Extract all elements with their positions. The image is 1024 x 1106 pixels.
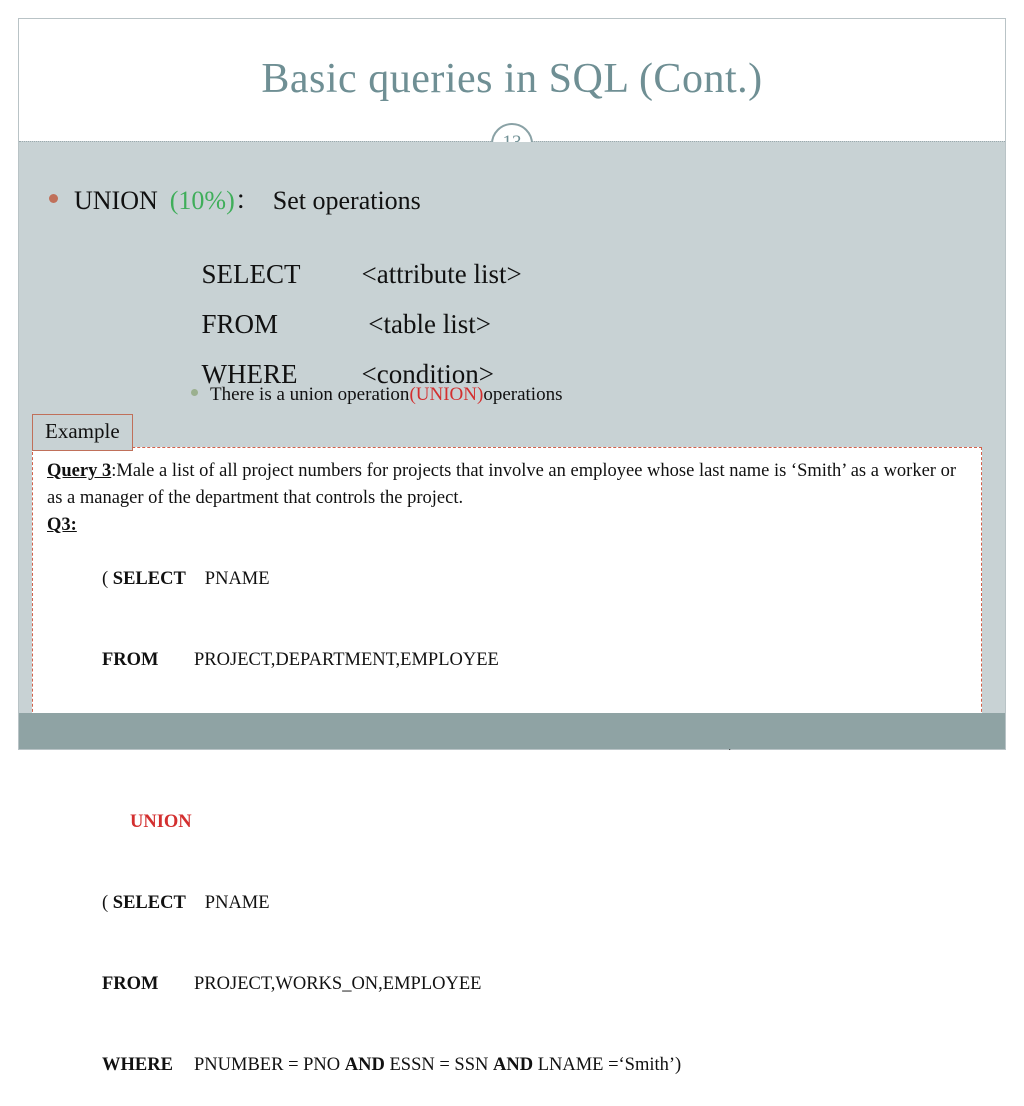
- syntax-line-where: [161, 328, 494, 421]
- query-title-row: [47, 458, 967, 512]
- query-line-prefix: (: [102, 893, 113, 913]
- page-title: Basic queries in SQL (Cont.): [261, 56, 763, 102]
- query-line: [47, 863, 967, 944]
- query-title-label: Query 3: [47, 461, 112, 481]
- example-label: Example: [32, 414, 133, 451]
- slide: [18, 18, 1006, 1075]
- query-line-keyword: SELECT: [112, 893, 186, 913]
- query-line-keyword: FROM: [102, 650, 159, 670]
- bullet-dot-icon: [49, 194, 58, 203]
- sub-bullet-suffix: operations: [483, 384, 563, 405]
- syntax-keyword-where: WHERE: [201, 359, 298, 389]
- query-line: [47, 620, 967, 701]
- bullet-separator: ：: [234, 186, 261, 215]
- query-line-keyword-union: UNION: [130, 812, 192, 832]
- query-line-text: PNAME: [204, 893, 270, 913]
- query-line: [47, 539, 967, 620]
- bullet-keyword: UNION: [74, 186, 158, 215]
- sub-bullet-highlight: (UNION): [409, 384, 484, 405]
- syntax-operand-from: <table list>: [361, 309, 491, 339]
- query-q-label: Q3:: [47, 515, 77, 535]
- syntax-keyword-from: FROM: [201, 309, 279, 339]
- query-line-keyword: FROM: [102, 974, 159, 994]
- query-line-union: [47, 782, 967, 863]
- bullet-percent: (10%): [169, 186, 235, 215]
- bullet-union: [49, 180, 421, 217]
- sub-bullet-prefix: There is a union operation: [210, 384, 410, 405]
- syntax-operand-where: <condition>: [361, 359, 494, 389]
- query-line-text: PROJECT,DEPARTMENT,EMPLOYEE: [194, 650, 499, 670]
- query-line-text: PNUMBER = PNO AND ESSN = SSN AND LNAME =‘Smith’): [194, 1055, 682, 1075]
- query-line-text: PNAME: [204, 569, 270, 589]
- query-line-keyword: WHERE: [102, 1055, 173, 1075]
- query-line-keyword: SELECT: [112, 569, 186, 589]
- query-line-prefix: (: [102, 569, 113, 589]
- syntax-keyword-select: SELECT: [201, 259, 301, 289]
- syntax-operand-select: <attribute list>: [361, 259, 522, 289]
- bullet-description: Set operations: [272, 186, 421, 215]
- slide-body: [19, 142, 1005, 1075]
- query-line: [47, 944, 967, 1025]
- query-title-text: :Male a list of all project numbers for projects that involve an employee whose last name is ‘Smith’ as a worker or as a manager of the department that controls the project.: [47, 461, 957, 508]
- query-example-box: [32, 447, 982, 1075]
- query-line: [47, 1025, 967, 1106]
- query-line-text: PROJECT,WORKS_ON,EMPLOYEE: [194, 974, 482, 994]
- sub-bullet-union-note: [191, 384, 562, 406]
- slide-footer-bar: [19, 713, 1005, 749]
- sub-bullet-dot-icon: [191, 389, 198, 396]
